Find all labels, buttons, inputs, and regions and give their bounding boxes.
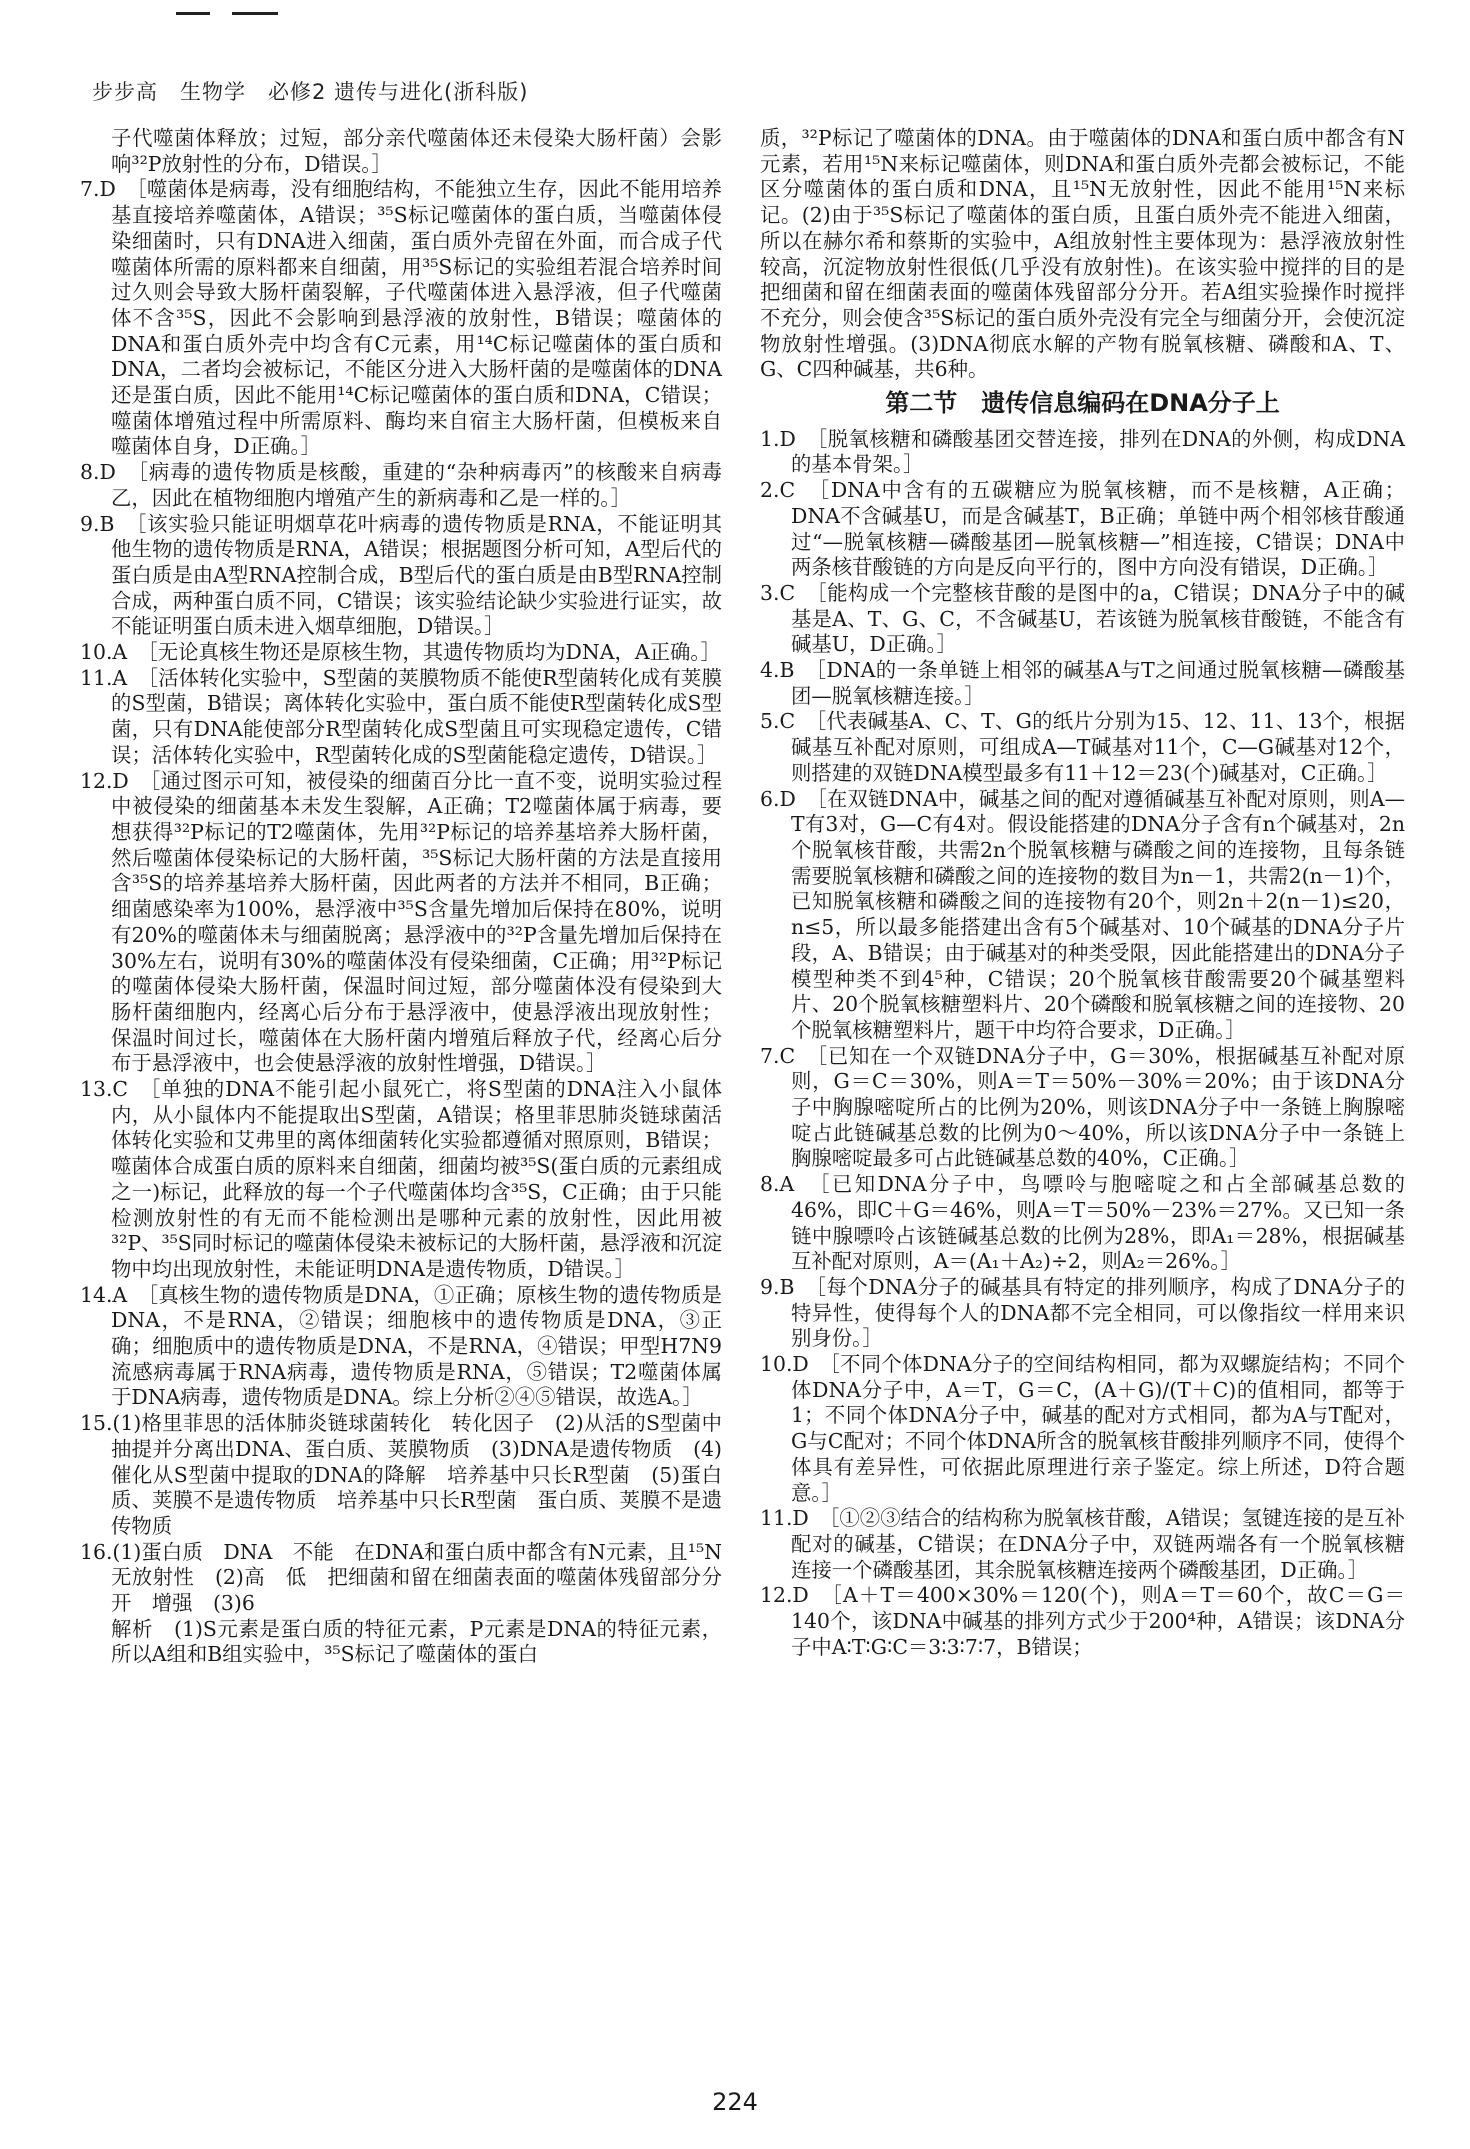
right-top-text [760,126,1405,383]
answer-item: 12.D ［A＋T＝400×30%＝120(个)，则A＝T＝60个，故C＝G＝140个，该DNA中碱基的排列方式少于200⁴种，A错误；该DNA分子中A∶T∶G∶C＝3∶3∶7∶7，B错误； [760,1583,1405,1659]
top-decor-line-2 [232,12,278,15]
answer-item: 7.D ［噬菌体是病毒，没有细胞结构，不能独立生存，因此不能用培养基直接培养噬菌体，A错误；³⁵S标记噬菌体的蛋白质，当噬菌体侵染细菌时，只有DNA进入细菌，蛋白质外壳留在外面，而合成子代噬菌体所需的原料都来自细菌，用³⁵S标记的实验组若混合培养时间过久则会导致大肠杆菌裂解，子代噬菌体进入悬浮液，但子代噬菌体不含³⁵S，因此不会影响到悬浮液的放射性，B错误；噬菌体的DNA和蛋白质外壳中均含有C元素，用¹⁴C标记噬菌体的蛋白质和DNA，二者均会被标记，不能区分进入大肠杆菌的是噬菌体的DNA还是蛋白质，因此不能用¹⁴C标记噬菌体的蛋白质和DNA，C错误；噬菌体增殖过程中所需原料、酶均来自宿主大肠杆菌，但模板来自噬菌体自身，D正确。］ [80,177,722,459]
answer-item: 15.(1)格里菲思的活体肺炎链球菌转化 转化因子 (2)从活的S型菌中抽提并分离出DNA、蛋白质、荚膜物质 (3)DNA是遗传物质 (4)催化从S型菌中提取的DNA的降解 培养基中只长R型菌 (5)蛋白质、荚膜不是遗传物质 培养基中只长R型菌 蛋白质、荚膜不是遗传物质 [80,1411,722,1538]
answer-item: 8.D ［病毒的遗传物质是核酸，重建的“杂种病毒丙”的核酸来自病毒乙，因此在植物细胞内增殖产生的新病毒和乙是一样的。］ [80,460,722,510]
answer-item: 7.C ［已知在一个双链DNA分子中，G＝30%，根据碱基互补配对原则，G＝C＝30%，则A＝T＝50%－30%＝20%；由于该DNA分子中胸腺嘧啶所占的比例为20%，则该DNA分子中一条链上胸腺嘧啶占此链碱基总数的比例为0～40%，所以该DNA分子中一条链上胸腺嘧啶最多可占此链碱基总数的40%，C正确。］ [760,1043,1405,1171]
answer-item: 11.A ［活体转化实验中，S型菌的荚膜物质不能使R型菌转化成有荚膜的S型菌，B错误；离体转化实验中，蛋白质不能使R型菌转化成S型菌，只有DNA能使部分R型菌转化成S型菌且可实现稳定遗传，C错误；活体转化实验中，R型菌转化成的S型菌能稳定遗传，D错误。］ [80,665,722,767]
answer-item: 11.D ［①②③结合的结构称为脱氧核苷酸，A错误；氢键连接的是互补配对的碱基，C错误；在DNA分子中，双链两端各有一个脱氧核糖连接一个磷酸基团，其余脱氧核糖连接两个磷酸基团，D正确。］ [760,1506,1405,1582]
answer-item: 1.D ［脱氧核糖和磷酸基团交替连接，排列在DNA的外侧，构成DNA的基本骨架。］ [760,426,1405,477]
left-column [80,126,722,1668]
section-title: 第二节 遗传信息编码在DNA分子上 [885,389,1280,418]
answer-item: 4.B ［DNA的一条单链上相邻的碱基A与T之间通过脱氧核糖—磷酸基团—脱氧核糖连接。］ [760,658,1405,708]
answer-item: 12.D ［通过图示可知，被侵染的细菌百分比一直不变，说明实验过程中被侵染的细菌基本未发生裂解，A正确；T2噬菌体属于病毒，要想获得³²P标记的T2噬菌体，先用³²P标记的培养基培养大肠杆菌，然后噬菌体侵染标记的大肠杆菌，³⁵S标记大肠杆菌的方法是直接用含³⁵S的培养基培养大肠杆菌，因此两者的方法并不相同，B正确；细菌感染率为100%，悬浮液中³⁵S含量先增加后保持在80%，说明有20%的噬菌体未与细菌脱离；悬浮液中的³²P含量先增加后保持在30%左右，说明有30%的噬菌体没有侵染细菌，C正确；用³²P标记的噬菌体侵染大肠杆菌，保温时间过短，部分噬菌体没有侵染到大肠杆菌细胞内，经离心后分布于悬浮液中，使悬浮液出现放射性；保温时间过长，噬菌体在大肠杆菌内增殖后释放子代，经离心后分布于悬浮液中，也会使悬浮液的放射性增强，D错误。］ [80,768,722,1076]
answer-item: 16.(1)蛋白质 DNA 不能 在DNA和蛋白质中都含有N元素，且¹⁵N无放射性 (2)高 低 把细菌和留在细菌表面的噬菌体残留部分分开 增强 (3)6 [80,1539,722,1616]
answer-item: 6.D ［在双链DNA中，碱基之间的配对遵循碱基互补配对原则，则A—T有3对，G—C有4对。假设能搭建的DNA分子含有n个碱基对，2n个脱氧核苷酸，共需2n个脱氧核糖与磷酸之间的连接物，且每条链需要脱氧核糖和磷酸之间的连接物的数目为n－1，共需2(n－1)个，已知脱氧核糖和磷酸之间的连接物有20个，则2n＋2(n－1)≤20，n≤5，所以最多能搭建出含有5个碱基对、10个碱基的DNA分子片段，A、B错误；由于碱基对的种类受限，因此能搭建出的DNA分子模型种类不到4⁵种，C错误；20个脱氧核苷酸需要20个碱基塑料片、20个脱氧核糖塑料片、20个磷酸和脱氧核糖之间的连接物、20个脱氧核糖塑料片，题干中均符合要求，D正确。］ [760,786,1405,1042]
paragraph: 解析 (1)S元素是蛋白质的特征元素，P元素是DNA的特征元素，所以A组和B组实验中，³⁵S标记了噬菌体的蛋白 [111,1616,722,1667]
right-column [760,126,1405,1660]
answer-item: 2.C ［DNA中含有的五碳糖应为脱氧核糖，而不是核糖，A正确；DNA不含碱基U，而是含碱基T，B正确；单链中两个相邻核苷酸通过“—脱氧核糖—磷酸基团—脱氧核糖—”相连接，C错误；DNA中两条核苷酸链的方向是反向平行的，图中方向没有错误，D正确。］ [760,478,1405,580]
answer-item: 13.C ［单独的DNA不能引起小鼠死亡，将S型菌的DNA注入小鼠体内，从小鼠体内不能提取出S型菌，A错误；格里菲思肺炎链球菌活体转化实验和艾弗里的离体细菌转化实验都遵循对照原则，B错误；噬菌体合成蛋白质的原料来自细菌，细菌均被³⁵S(蛋白质的元素组成之一)标记，此释放的每一个子代噬菌体均含³⁵S，C正确；由于只能检测放射性的有无而不能检测出是哪种元素的放射性，因此用被³²P、³⁵S同时标记的噬菌体侵染未被标记的大肠杆菌，悬浮液和沉淀物中均出现放射性，未能证明DNA是遗传物质，D错误。］ [80,1077,722,1281]
paragraph: 子代噬菌体释放；过短，部分亲代噬菌体还未侵染大肠杆菌）会影响³²P放射性的分布，D错误。］ [111,126,722,176]
answer-item: 9.B ［该实验只能证明烟草花叶病毒的遗传物质是RNA，不能证明其他生物的遗传物质是RNA，A错误；根据题图分析可知，A型后代的蛋白质是由A型RNA控制合成，B型后代的蛋白质是由B型RNA控制合成，两种蛋白质不同，C错误；该实验结论缺少实验进行证实，故不能证明蛋白质未进入烟草细胞，D错误。］ [80,511,722,639]
answer-item: 9.B ［每个DNA分子的碱基具有特定的排列顺序，构成了DNA分子的特异性，使得每个人的DNA都不完全相同，可以像指纹一样用来识别身份。］ [760,1274,1405,1351]
answer-item: 10.A ［无论真核生物还是原核生物，其遗传物质均为DNA，A正确。］ [80,640,721,665]
page-number: 224 [712,2088,758,2116]
answer-item: 8.A ［已知DNA分子中，鸟嘌呤与胞嘧啶之和占全部碱基总数的46%，即C＋G＝46%，则A＝T＝50%－23%＝27%。又已知一条链中腺嘌呤占该链碱基总数的比例为28%，即A₁＝28%，根据碱基互补配对原则，A＝(A₁＋A₂)÷2，则A₂＝26%。］ [760,1172,1405,1274]
answer-list [760,427,1405,1661]
paragraph: 质，³²P标记了噬菌体的DNA。由于噬菌体的DNA和蛋白质中都含有N元素，若用¹⁵N来标记噬菌体，则DNA和蛋白质外壳都会被标记，不能区分噬菌体的蛋白质和DNA，且¹⁵N无放射性，因此不能用¹⁵N来标记。(2)由于³⁵S标记了噬菌体的蛋白质，且蛋白质外壳不能进入细菌，所以在赫尔希和蔡斯的实验中，A组放射性主要体现为：悬浮液放射性较高，沉淀物放射性很低(几乎没有放射性)。在该实验中搅拌的目的是把细菌和留在细菌表面的噬菌体残留部分分开。若A组实验操作时搅拌不充分，则会使含³⁵S标记的蛋白质外壳没有完全与细菌分开，会使沉淀物放射性增强。(3)DNA彻底水解的产物有脱氧核糖、磷酸和A、T、G、C四种碱基，共6种。 [760,126,1405,382]
top-decor-line-1 [176,12,210,15]
answer-item: 5.C ［代表碱基A、C、T、G的纸片分别为15、12、11、13个，根据碱基互补配对原则，可组成A—T碱基对11个，C—G碱基对12个，则搭建的双链DNA模型最多有11＋12＝23(个)碱基对，C正确。］ [760,709,1405,785]
running-header: 步步高 生物学 必修2 遗传与进化(浙科版) [92,80,529,104]
answer-item: 14.A ［真核生物的遗传物质是DNA，①正确；原核生物的遗传物质是DNA，不是RNA，②错误；细胞核中的遗传物质是DNA，③正确；细胞质中的遗传物质是DNA，不是RNA，④错误；甲型H7N9流感病毒属于RNA病毒，遗传物质是RNA，⑤错误；T2噬菌体属于DNA病毒，遗传物质是DNA。综上分析②④⑤错误，故选A。］ [80,1282,722,1410]
answer-item: 3.C ［能构成一个完整核苷酸的是图中的a，C错误；DNA分子中的碱基是A、T、G、C，不含碱基U，若该链为脱氧核苷酸链，不能含有碱基U，D正确。］ [760,580,1405,657]
answer-item: 10.D ［不同个体DNA分子的空间结构相同，都为双螺旋结构；不同个体DNA分子中，A＝T，G＝C，(A＋G)/(T＋C)的值相同，都等于1；不同个体DNA分子中，碱基的配对方式相同，都为A与T配对，G与C配对；不同个体DNA所含的脱氧核苷酸排列顺序不同，使得个体具有差异性，可依据此原理进行亲子鉴定。综上所述，D符合题意。］ [760,1352,1405,1505]
